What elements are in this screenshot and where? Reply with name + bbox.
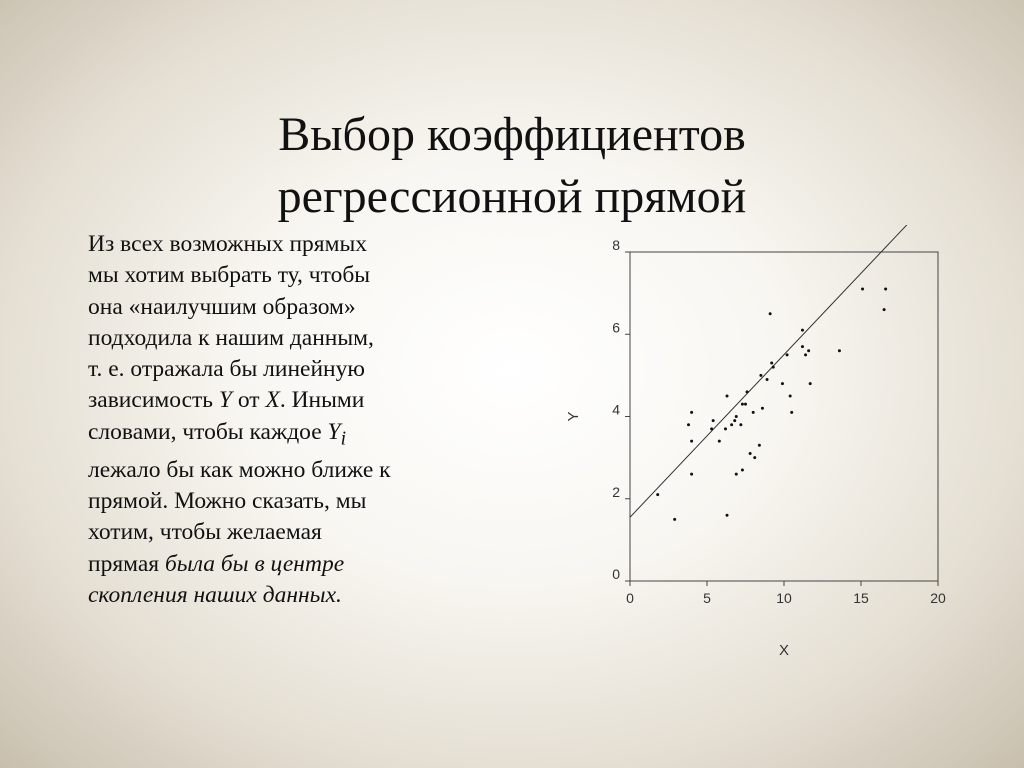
data-point	[690, 440, 693, 443]
text-line: она «наилучшим образом»	[88, 293, 356, 320]
text-fragment: . Иными	[279, 387, 365, 414]
data-point	[801, 345, 804, 348]
text-line: подходила к нашим данным,	[88, 324, 374, 351]
x-tick-label: 0	[626, 590, 634, 606]
data-point	[687, 423, 690, 426]
y-tick-label: 4	[612, 401, 620, 418]
data-point	[838, 349, 841, 352]
x-axis-label: X	[778, 642, 790, 659]
text-line: лежало бы как можно ближе к	[88, 456, 391, 483]
data-point	[746, 390, 749, 393]
var-index: i	[340, 428, 347, 450]
scatter-chart	[560, 225, 980, 665]
data-point	[733, 419, 736, 422]
y-tick-label: 6	[612, 319, 620, 336]
title-line-2: регрессионной прямой	[277, 170, 747, 224]
data-point	[753, 456, 756, 459]
text-fragment: словами, чтобы каждое	[88, 418, 328, 445]
text-fragment: от	[231, 387, 266, 414]
data-point	[744, 403, 747, 406]
data-point	[730, 423, 733, 426]
text-italic: скопления наших данных.	[88, 581, 342, 608]
data-point	[759, 374, 762, 377]
title-line-1: Выбор коэффициентов	[278, 108, 746, 162]
data-point	[861, 288, 864, 291]
data-point	[726, 394, 729, 397]
plot-frame	[630, 252, 938, 581]
x-tick-label: 10	[776, 590, 792, 606]
data-point	[770, 362, 773, 365]
data-point	[690, 473, 693, 476]
y-tick-label: 8	[612, 237, 620, 253]
body-text	[88, 229, 503, 611]
data-point	[739, 423, 742, 426]
text-line	[88, 385, 503, 416]
data-point	[752, 411, 755, 414]
data-point	[809, 382, 812, 385]
data-point	[807, 349, 810, 352]
text-line	[88, 580, 503, 611]
data-point	[741, 468, 744, 471]
data-point	[690, 411, 693, 414]
text-italic: была бы в центре	[164, 550, 345, 577]
data-point	[724, 427, 727, 430]
data-point	[789, 394, 792, 397]
data-point	[766, 378, 769, 381]
regression-line	[630, 225, 938, 517]
data-point	[769, 312, 772, 315]
data-point	[741, 403, 744, 406]
data-point	[749, 452, 752, 455]
text-line	[88, 549, 503, 580]
data-point	[761, 407, 764, 410]
data-point	[781, 382, 784, 385]
y-tick-label: 2	[612, 483, 620, 500]
data-point	[656, 493, 659, 496]
x-tick-label: 20	[930, 590, 946, 606]
text-line	[88, 417, 503, 455]
data-point	[718, 440, 721, 443]
data-point	[758, 444, 761, 447]
data-point	[884, 288, 887, 291]
data-point	[735, 473, 738, 476]
y-axis-label: Y	[565, 411, 582, 422]
var-y: Y	[327, 418, 341, 445]
text-line: прямой. Можно сказать, мы	[88, 488, 367, 515]
x-tick-label: 15	[853, 590, 869, 606]
text-fragment: зависимость	[88, 387, 219, 414]
data-point	[735, 415, 738, 418]
text-line: мы хотим выбрать ту, чтобы	[88, 262, 371, 289]
x-tick-label: 5	[703, 590, 711, 606]
var-y: Y	[218, 387, 232, 414]
data-point	[804, 353, 807, 356]
data-point	[883, 308, 886, 311]
data-point	[710, 427, 713, 430]
data-point	[786, 353, 789, 356]
data-point	[790, 411, 793, 414]
data-point	[673, 518, 676, 521]
text-line: хотим, чтобы желаемая	[88, 519, 322, 546]
text-fragment: прямая	[88, 550, 165, 577]
data-point	[726, 514, 729, 517]
text-line: Из всех возможных прямых	[88, 231, 367, 257]
var-x: X	[265, 387, 280, 414]
y-tick-label: 0	[612, 566, 620, 582]
data-point	[712, 419, 715, 422]
data-point	[801, 329, 804, 332]
text-line: т. е. отражала бы линейную	[88, 356, 365, 383]
data-point	[772, 366, 775, 369]
slide-title	[0, 104, 1024, 228]
